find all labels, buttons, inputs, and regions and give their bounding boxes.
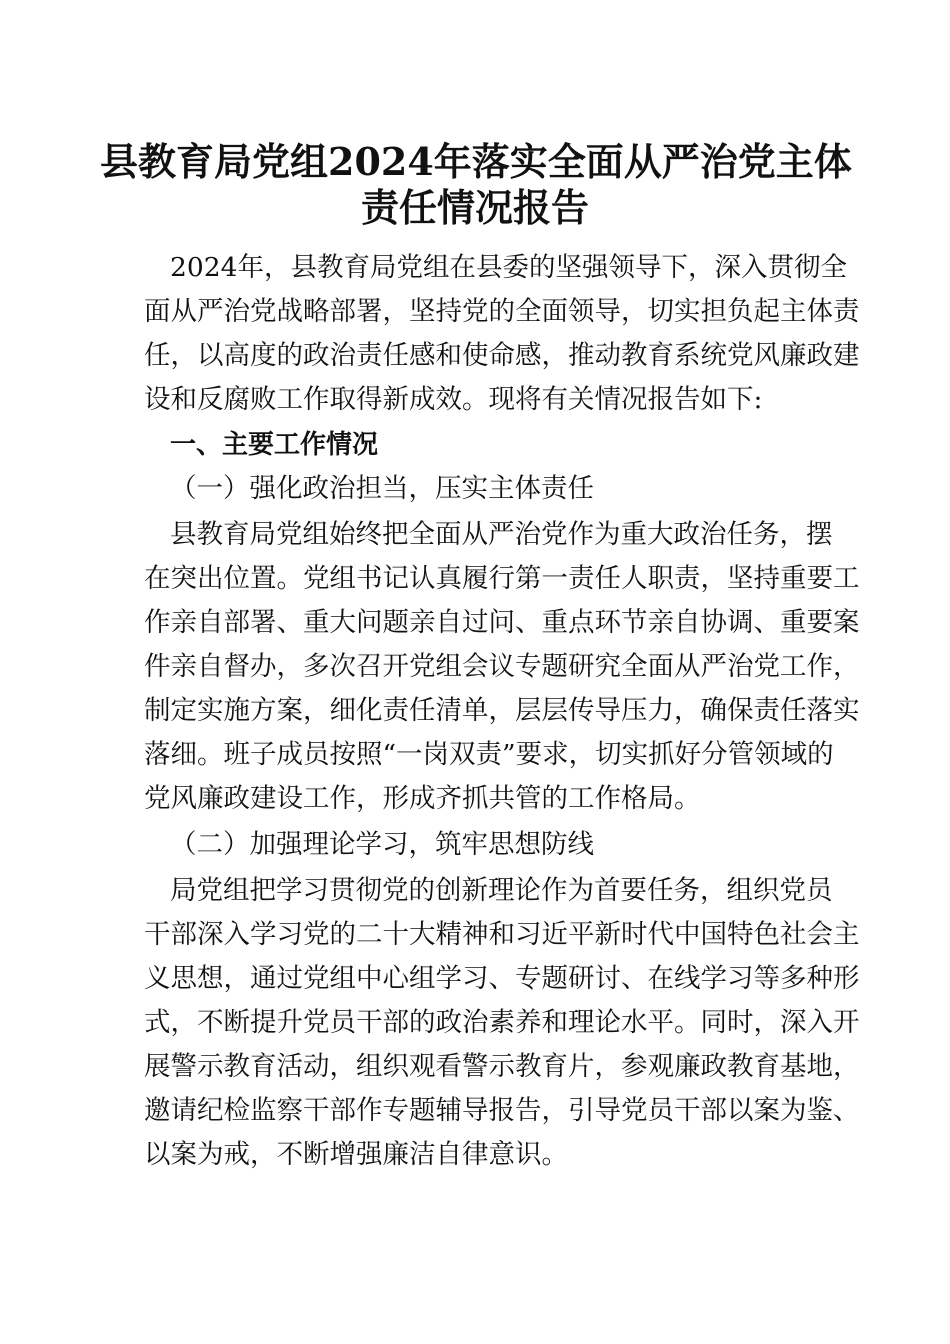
paragraph-line: 干部深入学习党的二十大精神和习近平新时代中国特色社会主 <box>144 919 860 950</box>
paragraph-line: 在突出位置。党组书记认真履行第一责任人职责，坚持重要工 <box>144 563 860 594</box>
paragraph-line: 式，不断提升党员干部的政治素养和理论水平。同时，深入开 <box>144 1007 860 1038</box>
paragraph-line: 件亲自督办，多次召开党组会议专题研究全面从严治党工作， <box>144 651 860 682</box>
paragraph-line: 作亲自部署、重大问题亲自过问、重点环节亲自协调、重要案 <box>144 607 860 638</box>
paragraph-line: 落细。班子成员按照“一岗双责”要求，切实抓好分管领域的 <box>144 739 834 770</box>
document-title-line-1: 县教育局党组2024年落实全面从严治党主体 <box>100 139 852 184</box>
subsection-heading: （一）强化政治担当，压实主体责任 <box>170 473 594 504</box>
paragraph-line: 县教育局党组始终把全面从严治党作为重大政治任务，摆 <box>170 519 833 550</box>
section-heading: 一、主要工作情况 <box>170 430 379 460</box>
paragraph-line: 展警示教育活动，组织观看警示教育片，参观廉政教育基地， <box>144 1051 860 1082</box>
intro-line: 任，以高度的政治责任感和使命感，推动教育系统党风廉政建 <box>144 340 860 371</box>
paragraph-line: 局党组把学习贯彻党的创新理论作为首要任务，组织党员 <box>170 875 833 906</box>
document-title-line-2: 责任情况报告 <box>360 185 589 230</box>
paragraph-line: 党风廉政建设工作，形成齐抓共管的工作格局。 <box>144 783 701 814</box>
intro-line: 面从严治党战略部署，坚持党的全面领导，切实担负起主体责 <box>144 296 860 327</box>
intro-line: 2024年，县教育局党组在县委的坚强领导下，深入贯彻全 <box>170 252 847 283</box>
paragraph-line: 以案为戒，不断增强廉洁自律意识。 <box>144 1139 568 1170</box>
paragraph-line: 邀请纪检监察干部作专题辅导报告，引导党员干部以案为鉴、 <box>144 1095 860 1126</box>
paragraph-line: 制定实施方案，细化责任清单，层层传导压力，确保责任落实 <box>144 695 860 726</box>
paragraph-line: 义思想，通过党组中心组学习、专题研讨、在线学习等多种形 <box>144 963 860 994</box>
subsection-heading: （二）加强理论学习，筑牢思想防线 <box>170 829 594 860</box>
intro-line: 设和反腐败工作取得新成效。现将有关情况报告如下: <box>144 384 763 415</box>
